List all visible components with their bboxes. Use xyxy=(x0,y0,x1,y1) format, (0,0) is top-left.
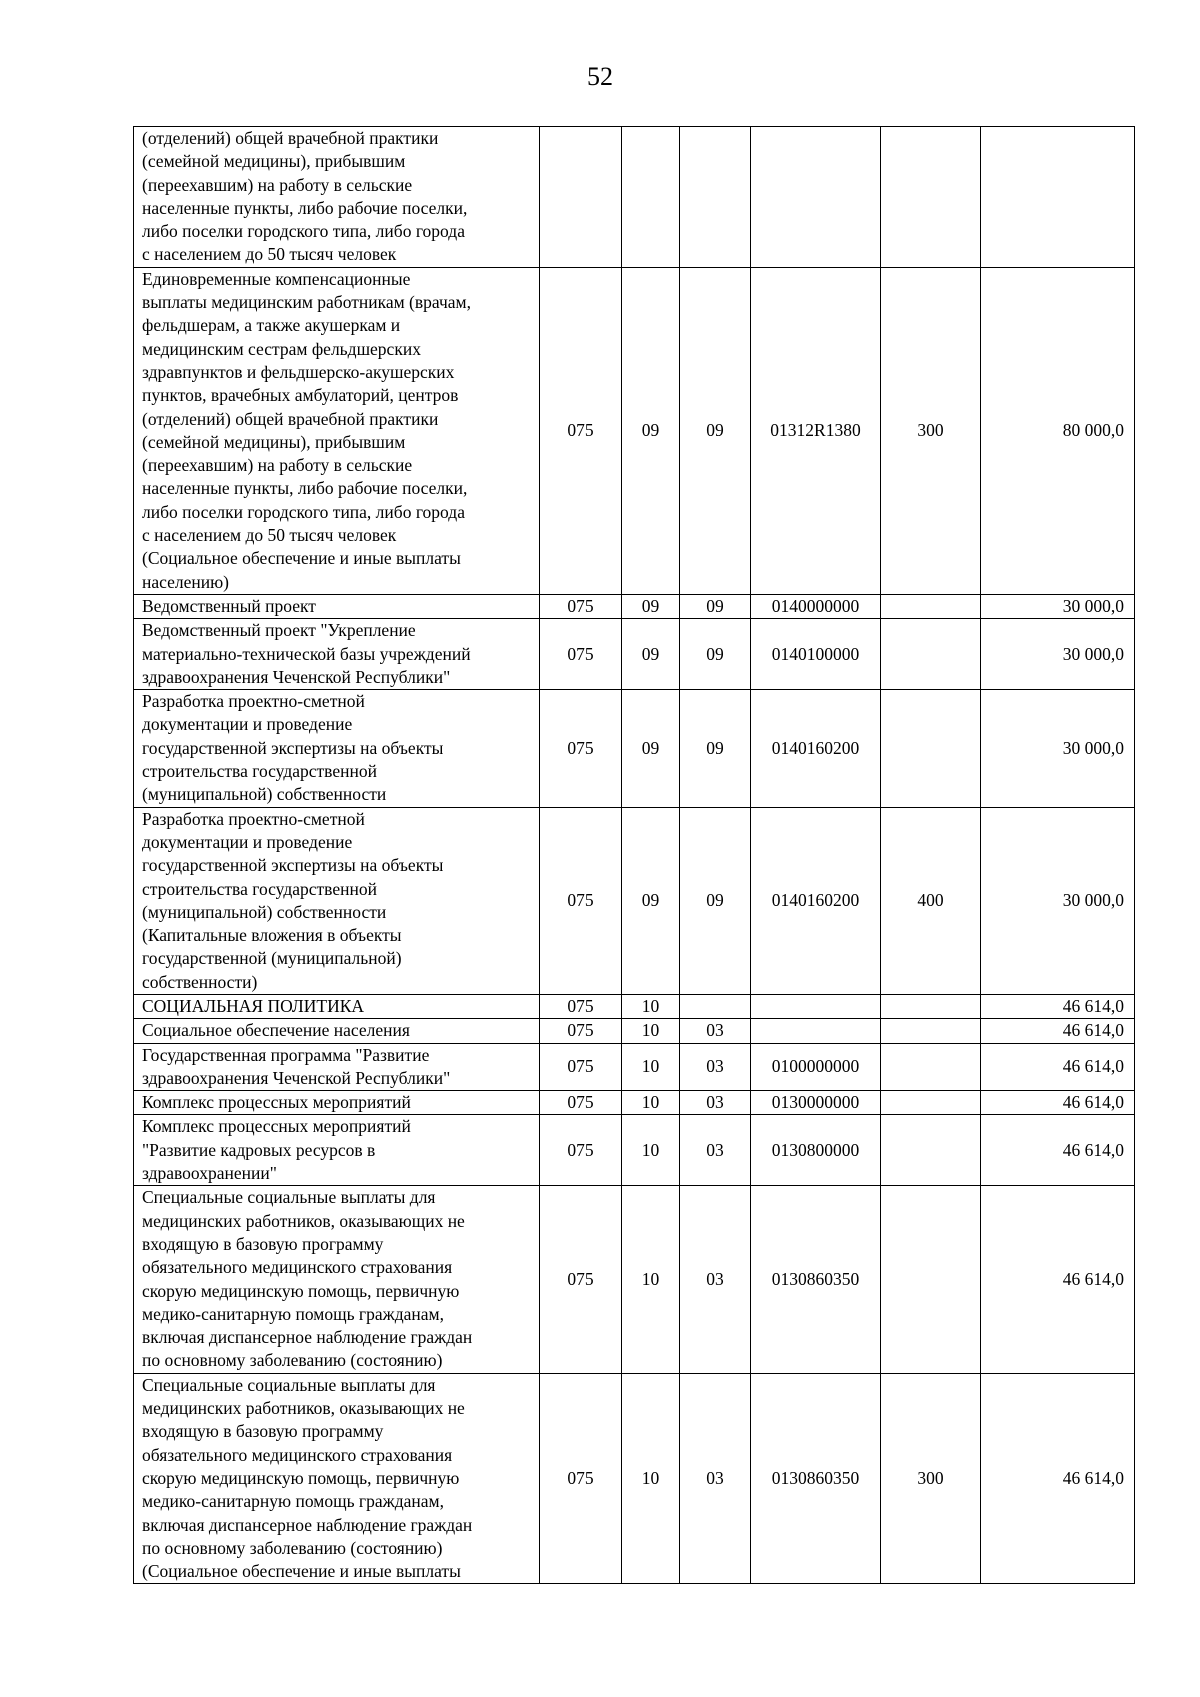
section-code-cell: 10 xyxy=(622,1115,680,1186)
expense-type-cell: 300 xyxy=(881,1373,981,1584)
table-row xyxy=(134,807,1135,994)
item-name-cell: (отделений) общей врачебной практики (семейной медицины), прибывшим (переехавшим) на работу в сельские населенные пункты, либо рабочие поселки, либо поселки городского типа, либо города с населением до 50 тысяч человек xyxy=(134,127,540,268)
target-article-cell xyxy=(751,127,881,268)
target-article-cell: 0130800000 xyxy=(751,1115,881,1186)
table-row xyxy=(134,994,1135,1018)
table-row xyxy=(134,1373,1135,1584)
section-code-cell: 09 xyxy=(622,690,680,807)
subsection-code-cell: 03 xyxy=(680,1019,751,1043)
item-name-cell: Единовременные компенсационные выплаты медицинским работникам (врачам, фельдшерам, а также акушеркам и медицинским сестрам фельдшерских здравпунктов и фельдшерско-акушерских пунктов, врачебных амбулаторий, центров (отделений) общей врачебной практики (семейной медицины), прибывшим (переехавшим) на работу в сельские населенные пункты, либо рабочие поселки, либо поселки городского типа, либо города с населением до 50 тысяч человек (Социальное обеспечение и иные выплаты населению) xyxy=(134,267,540,594)
expense-type-cell xyxy=(881,619,981,690)
table-row xyxy=(134,1043,1135,1091)
expense-type-cell: 400 xyxy=(881,807,981,994)
section-code-cell: 10 xyxy=(622,1019,680,1043)
section-code-cell: 10 xyxy=(622,1091,680,1115)
expense-type-cell xyxy=(881,127,981,268)
section-code-cell: 09 xyxy=(622,267,680,594)
amount-cell: 30 000,0 xyxy=(981,690,1135,807)
ministry-code-cell: 075 xyxy=(540,1186,622,1373)
amount-cell: 80 000,0 xyxy=(981,267,1135,594)
ministry-code-cell: 075 xyxy=(540,1373,622,1584)
subsection-code-cell: 03 xyxy=(680,1115,751,1186)
expense-type-cell xyxy=(881,594,981,618)
section-code-cell: 09 xyxy=(622,594,680,618)
amount-cell: 30 000,0 xyxy=(981,807,1135,994)
ministry-code-cell: 075 xyxy=(540,1019,622,1043)
ministry-code-cell: 075 xyxy=(540,690,622,807)
ministry-code-cell: 075 xyxy=(540,594,622,618)
budget-table xyxy=(133,126,1135,1584)
subsection-code-cell: 03 xyxy=(680,1373,751,1584)
item-name-cell: Ведомственный проект xyxy=(134,594,540,618)
target-article-cell: 0140100000 xyxy=(751,619,881,690)
table-row xyxy=(134,1091,1135,1115)
table-row xyxy=(134,619,1135,690)
ministry-code-cell: 075 xyxy=(540,1091,622,1115)
section-code-cell: 10 xyxy=(622,1043,680,1091)
ministry-code-cell xyxy=(540,127,622,268)
item-name-cell: Комплекс процессных мероприятий "Развитие кадровых ресурсов в здравоохранении" xyxy=(134,1115,540,1186)
ministry-code-cell: 075 xyxy=(540,619,622,690)
item-name-cell: Разработка проектно-сметной документации и проведение государственной экспертизы на объекты строительства государственной (муниципальной) собственности (Капитальные вложения в объекты государственной (муниципальной) собственности) xyxy=(134,807,540,994)
section-code-cell xyxy=(622,127,680,268)
amount-cell: 46 614,0 xyxy=(981,1115,1135,1186)
amount-cell xyxy=(981,127,1135,268)
amount-cell: 46 614,0 xyxy=(981,994,1135,1018)
table-row xyxy=(134,1019,1135,1043)
target-article-cell: 01312R1380 xyxy=(751,267,881,594)
section-code-cell: 10 xyxy=(622,1186,680,1373)
amount-cell: 46 614,0 xyxy=(981,1186,1135,1373)
ministry-code-cell: 075 xyxy=(540,267,622,594)
amount-cell: 30 000,0 xyxy=(981,619,1135,690)
table-row xyxy=(134,1115,1135,1186)
amount-cell: 30 000,0 xyxy=(981,594,1135,618)
section-code-cell: 10 xyxy=(622,994,680,1018)
page-number: 52 xyxy=(587,62,613,91)
target-article-cell: 0140160200 xyxy=(751,690,881,807)
section-code-cell: 10 xyxy=(622,1373,680,1584)
expense-type-cell xyxy=(881,1019,981,1043)
subsection-code-cell: 09 xyxy=(680,594,751,618)
subsection-code-cell: 09 xyxy=(680,619,751,690)
table-body xyxy=(134,127,1135,1584)
target-article-cell: 0130860350 xyxy=(751,1373,881,1584)
subsection-code-cell xyxy=(680,127,751,268)
ministry-code-cell: 075 xyxy=(540,994,622,1018)
expense-type-cell xyxy=(881,994,981,1018)
target-article-cell: 0130000000 xyxy=(751,1091,881,1115)
item-name-cell: Специальные социальные выплаты для медицинских работников, оказывающих не входящую в базовую программу обязательного медицинского страхования скорую медицинскую помощь, первичную медико-санитарную помощь гражданам, включая диспансерное наблюдение граждан по основному заболеванию (состоянию) (Социальное обеспечение и иные выплаты xyxy=(134,1373,540,1584)
subsection-code-cell: 09 xyxy=(680,267,751,594)
item-name-cell: Социальное обеспечение населения xyxy=(134,1019,540,1043)
amount-cell: 46 614,0 xyxy=(981,1019,1135,1043)
expense-type-cell xyxy=(881,1115,981,1186)
ministry-code-cell: 075 xyxy=(540,807,622,994)
table-row xyxy=(134,127,1135,268)
ministry-code-cell: 075 xyxy=(540,1115,622,1186)
expense-type-cell xyxy=(881,1043,981,1091)
expense-type-cell xyxy=(881,690,981,807)
table-row xyxy=(134,690,1135,807)
target-article-cell: 0100000000 xyxy=(751,1043,881,1091)
expense-type-cell xyxy=(881,1091,981,1115)
target-article-cell xyxy=(751,994,881,1018)
expense-type-cell xyxy=(881,1186,981,1373)
amount-cell: 46 614,0 xyxy=(981,1373,1135,1584)
target-article-cell: 0140000000 xyxy=(751,594,881,618)
target-article-cell: 0130860350 xyxy=(751,1186,881,1373)
amount-cell: 46 614,0 xyxy=(981,1091,1135,1115)
item-name-cell: Комплекс процессных мероприятий xyxy=(134,1091,540,1115)
table-row xyxy=(134,1186,1135,1373)
subsection-code-cell: 03 xyxy=(680,1091,751,1115)
item-name-cell: СОЦИАЛЬНАЯ ПОЛИТИКА xyxy=(134,994,540,1018)
item-name-cell: Государственная программа "Развитие здравоохранения Чеченской Республики" xyxy=(134,1043,540,1091)
table-row xyxy=(134,267,1135,594)
subsection-code-cell xyxy=(680,994,751,1018)
item-name-cell: Специальные социальные выплаты для медицинских работников, оказывающих не входящую в базовую программу обязательного медицинского страхования скорую медицинскую помощь, первичную медико-санитарную помощь гражданам, включая диспансерное наблюдение граждан по основному заболеванию (состоянию) xyxy=(134,1186,540,1373)
expense-type-cell: 300 xyxy=(881,267,981,594)
subsection-code-cell: 03 xyxy=(680,1043,751,1091)
section-code-cell: 09 xyxy=(622,619,680,690)
item-name-cell: Разработка проектно-сметной документации и проведение государственной экспертизы на объекты строительства государственной (муниципальной) собственности xyxy=(134,690,540,807)
ministry-code-cell: 075 xyxy=(540,1043,622,1091)
section-code-cell: 09 xyxy=(622,807,680,994)
item-name-cell: Ведомственный проект "Укрепление материально-технической базы учреждений здравоохранения Чеченской Республики" xyxy=(134,619,540,690)
target-article-cell: 0140160200 xyxy=(751,807,881,994)
subsection-code-cell: 03 xyxy=(680,1186,751,1373)
amount-cell: 46 614,0 xyxy=(981,1043,1135,1091)
target-article-cell xyxy=(751,1019,881,1043)
subsection-code-cell: 09 xyxy=(680,690,751,807)
table-row xyxy=(134,594,1135,618)
subsection-code-cell: 09 xyxy=(680,807,751,994)
